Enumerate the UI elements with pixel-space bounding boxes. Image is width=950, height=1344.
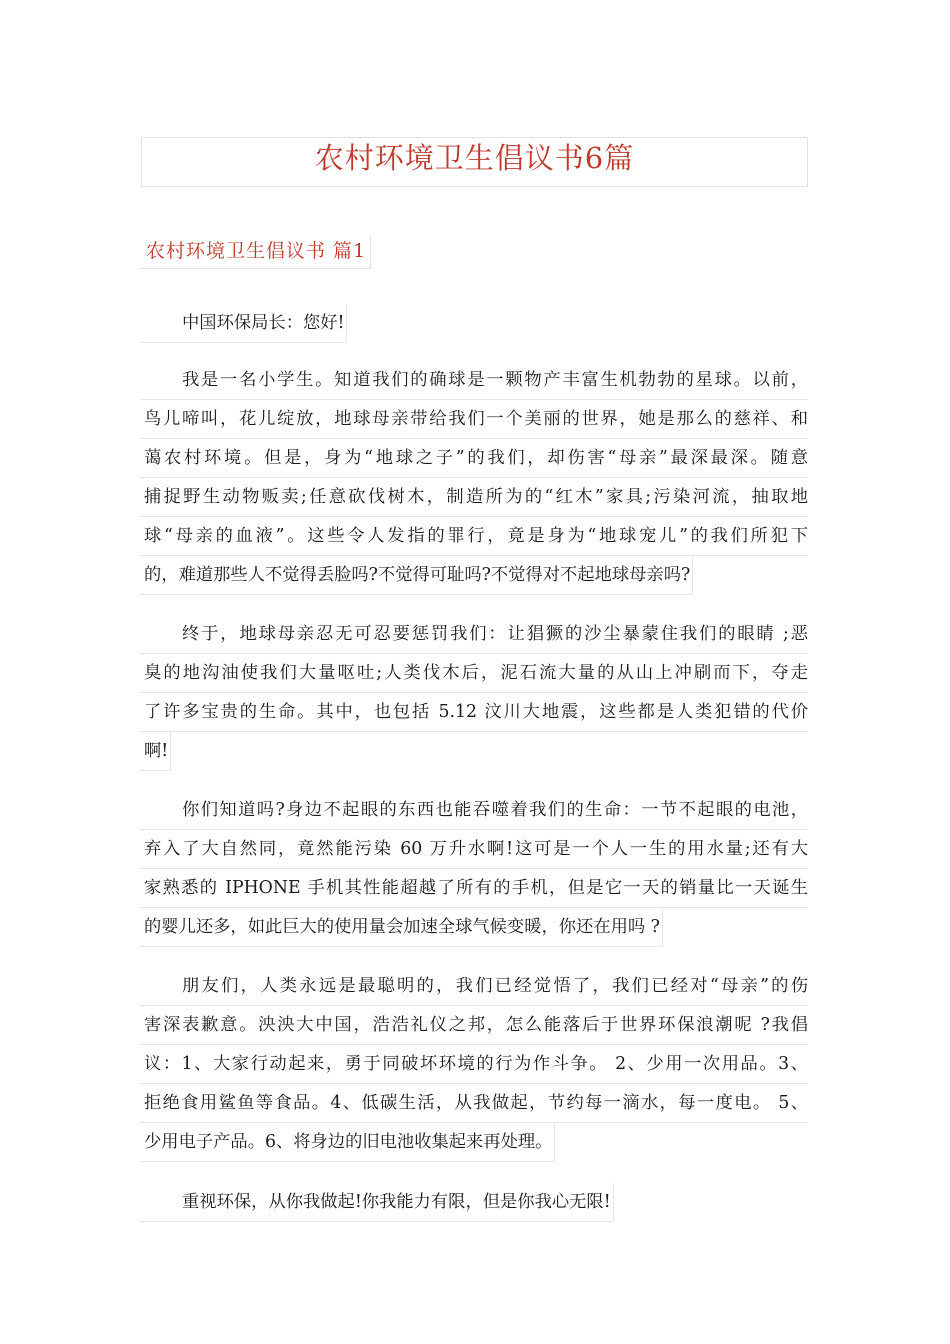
greeting-paragraph [141, 304, 808, 348]
paragraph-3 [141, 791, 808, 952]
paragraph-line: 弃入了大自然同，竟然能污染 60 万升水啊!这可是一个人一生的用水量;还有大 [141, 830, 808, 869]
paragraph-2 [141, 615, 808, 776]
paragraph-line: 害深表歉意。泱泱大中国，浩浩礼仪之邦，怎么能落后于世界环保浪潮呢 ?我倡 [141, 1006, 808, 1045]
greeting-line: 中国环保局长：您好! [141, 304, 347, 343]
section-heading: 农村环境卫生倡议书 篇1 [141, 236, 371, 269]
paragraph-line: 的，难道那些人不觉得丢脸吗?不觉得可耻吗?不觉得对不起地球母亲吗? [141, 556, 693, 595]
paragraph-line: 了许多宝贵的生命。其中，也包括 5.12 汶川大地震，这些都是人类犯错的代价 [141, 693, 808, 732]
paragraph-line: 家熟悉的 IPHONE 手机其性能超越了所有的手机，但是它一天的销量比一天诞生 [141, 869, 808, 908]
paragraph-line: 少用电子产品。6、将身边的旧电池收集起来再处理。 [141, 1123, 555, 1162]
paragraph-line: 臭的地沟油使我们大量呕吐;人类伐木后，泥石流大量的从山上冲刷而下，夺走 [141, 654, 808, 693]
paragraph-line: 你们知道吗?身边不起眼的东西也能吞噬着我们的生命：一节不起眼的电池， [141, 791, 808, 830]
closing-line: 重视环保，从你我做起!你我能力有限，但是你我心无限! [141, 1183, 614, 1222]
paragraph-line: 我是一名小学生。知道我们的确球是一颗物产丰富生机勃勃的星球。以前， [141, 361, 808, 400]
closing-paragraph [141, 1183, 808, 1227]
paragraph-line: 鸟儿啼叫，花儿绽放，地球母亲带给我们一个美丽的世界，她是那么的慈祥、和 [141, 400, 808, 439]
paragraph-line: 终于，地球母亲忍无可忍要惩罚我们：让猖獗的沙尘暴蒙住我们的眼睛 ;恶 [141, 615, 808, 654]
paragraph-line: 捕捉野生动物贩卖;任意砍伐树木，制造所为的“红木”家具;污染河流，抽取地 [141, 478, 808, 517]
document-title: 农村环境卫生倡议书6篇 [141, 137, 808, 187]
paragraph-line: 朋友们，人类永远是最聪明的，我们已经觉悟了，我们已经对“母亲”的伤 [141, 967, 808, 1006]
paragraph-line: 拒绝食用鲨鱼等食品。4、低碳生活，从我做起，节约每一滴水，每一度电。 5、 [141, 1084, 808, 1123]
paragraph-line: 蔼农村环境。但是，身为“地球之子”的我们，却伤害“母亲”最深最深。随意 [141, 439, 808, 478]
paragraph-line: 的婴儿还多，如此巨大的使用量会加速全球气候变暖，你还在用吗 ? [141, 908, 663, 947]
paragraph-line: 议：1、大家行动起来，勇于同破坏环境的行为作斗争。 2、少用一次用品。3、 [141, 1045, 808, 1084]
paragraph-4 [141, 967, 808, 1167]
paragraph-1 [141, 361, 808, 600]
paragraph-line: 啊! [141, 732, 171, 771]
paragraph-line: 球“母亲的血液”。这些令人发指的罪行，竟是身为“地球宠儿”的我们所犯下 [141, 517, 808, 556]
